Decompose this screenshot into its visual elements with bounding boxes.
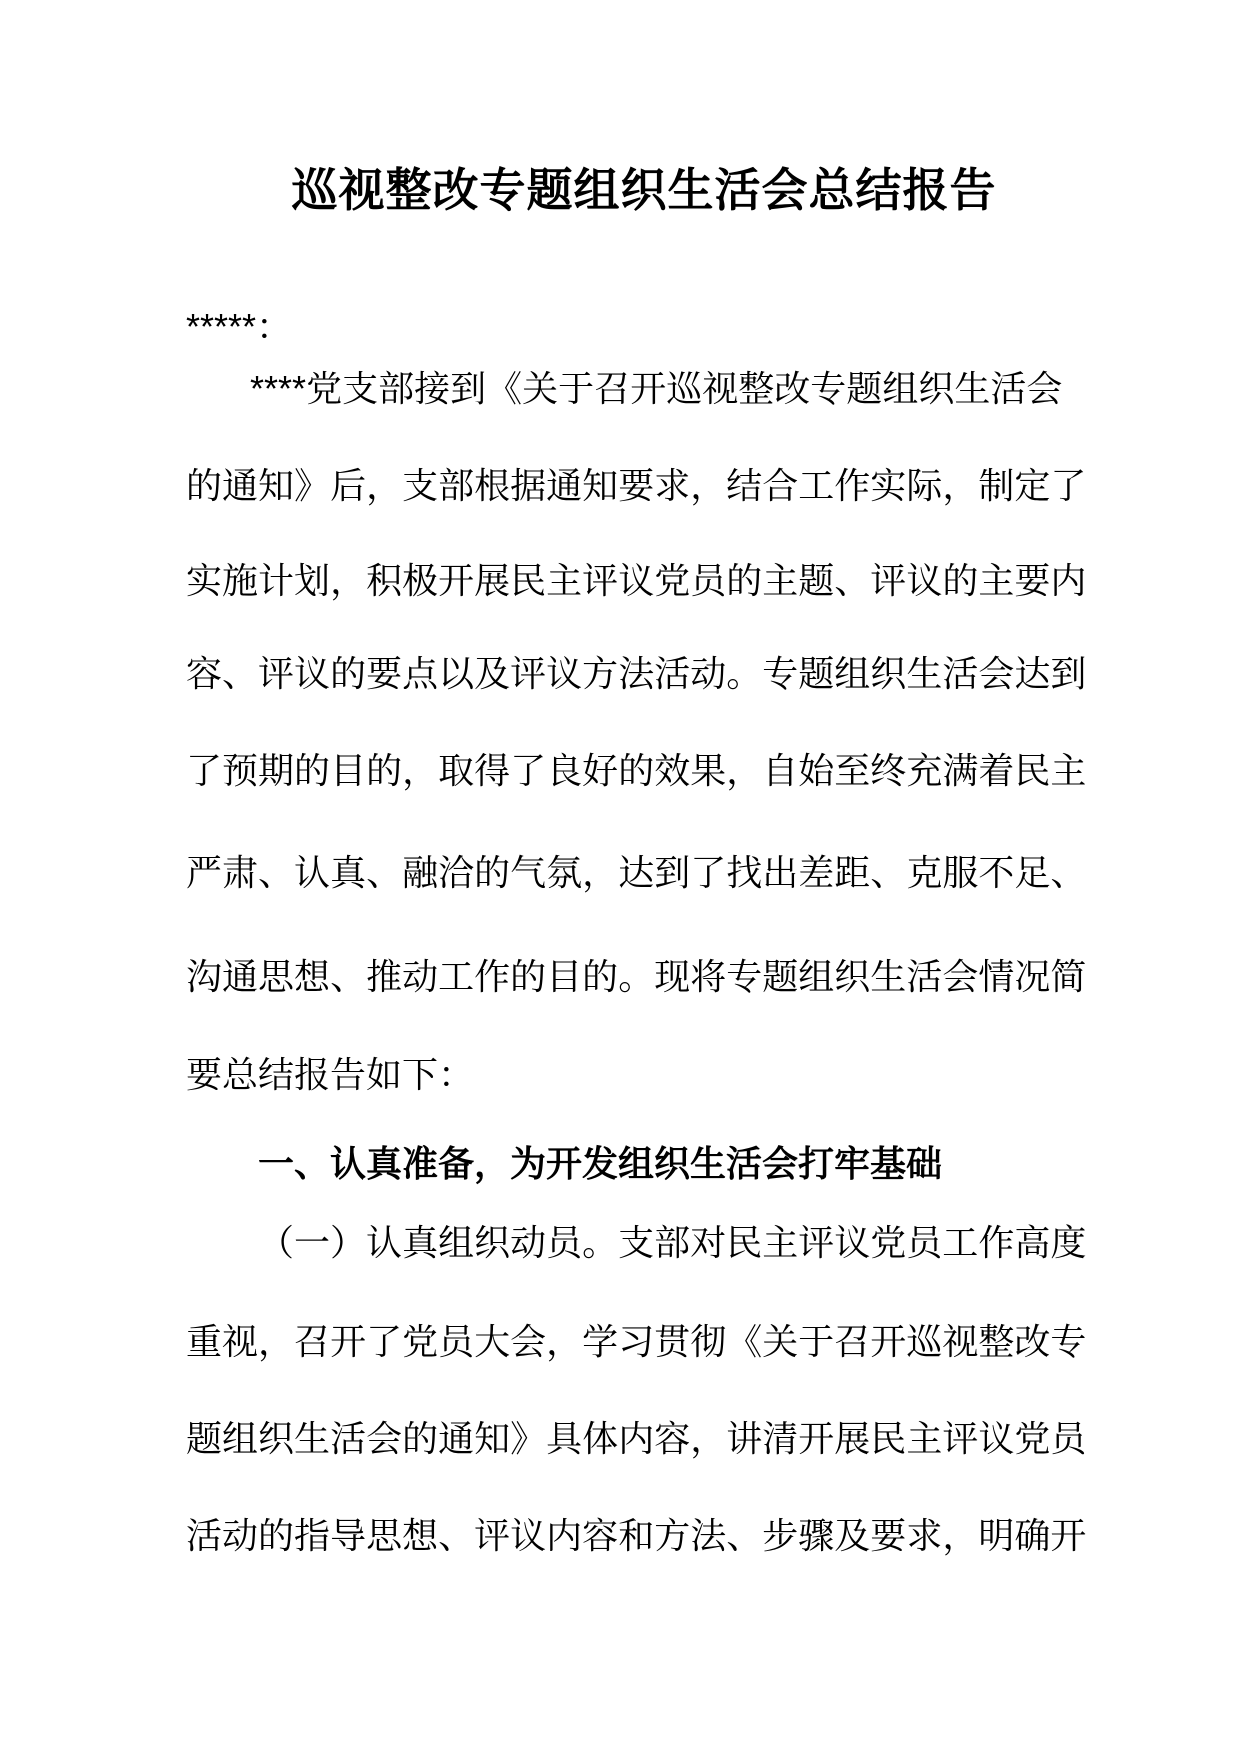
text-line: 沟 通 思 想 、 推 动 工 作 的 目 的 。 现 将 专 题 组 织 生 活 会 情 况 简 (186, 956, 1087, 997)
text-line: 的 通 知 》 后 ， 支 部 根 据 通 知 要 求 ， 结 合 工 作 实 际 ， 制 定 了 (186, 465, 1087, 506)
text-line: 严 肃 、 认 真 、 融 洽 的 气 氛 ， 达 到 了 找 出 差 距 、 克 服 不 足 、 (186, 852, 1087, 893)
salutation: *****： (186, 306, 293, 347)
text-line: 重 视 ， 召 开 了 党 员 大 会 ， 学 习 贯 彻 《 关 于 召 开 巡 视 整 改 专 (186, 1321, 1087, 1362)
text-line: 了 预 期 的 目 的 ， 取 得 了 良 好 的 效 果 ， 自 始 至 终 充 满 着 民 主 (186, 750, 1087, 791)
text-line: 要总结报告如下： (186, 1054, 475, 1095)
text-line: （ 一 ） 认 真 组 织 动 员 。 支 部 对 民 主 评 议 党 员 工 作 高 度 (258, 1222, 1087, 1263)
document-title: 巡视整改专题组织生活会总结报告 (291, 164, 997, 216)
section-heading: 一、认真准备，为开发组织生活会打牢基础 (258, 1143, 943, 1184)
text-line: 题 组 织 生 活 会 的 通 知 》 具 体 内 容 ， 讲 清 开 展 民 主 评 议 党 员 (186, 1418, 1087, 1459)
text-line: * * * * 党 支 部 接 到 《 关 于 召 开 巡 视 整 改 专 题 组 织 生 活 会 (250, 368, 1063, 409)
text-line: 实 施 计 划 ， 积 极 开 展 民 主 评 议 党 员 的 主 题 、 评 议 的 主 要 内 (186, 560, 1087, 601)
text-line: 活 动 的 指 导 思 想 、 评 议 内 容 和 方 法 、 步 骤 及 要 求 ， 明 确 开 (186, 1515, 1087, 1556)
text-line: 容 、 评 议 的 要 点 以 及 评 议 方 法 活 动 。 专 题 组 织 生 活 会 达 到 (186, 653, 1087, 694)
